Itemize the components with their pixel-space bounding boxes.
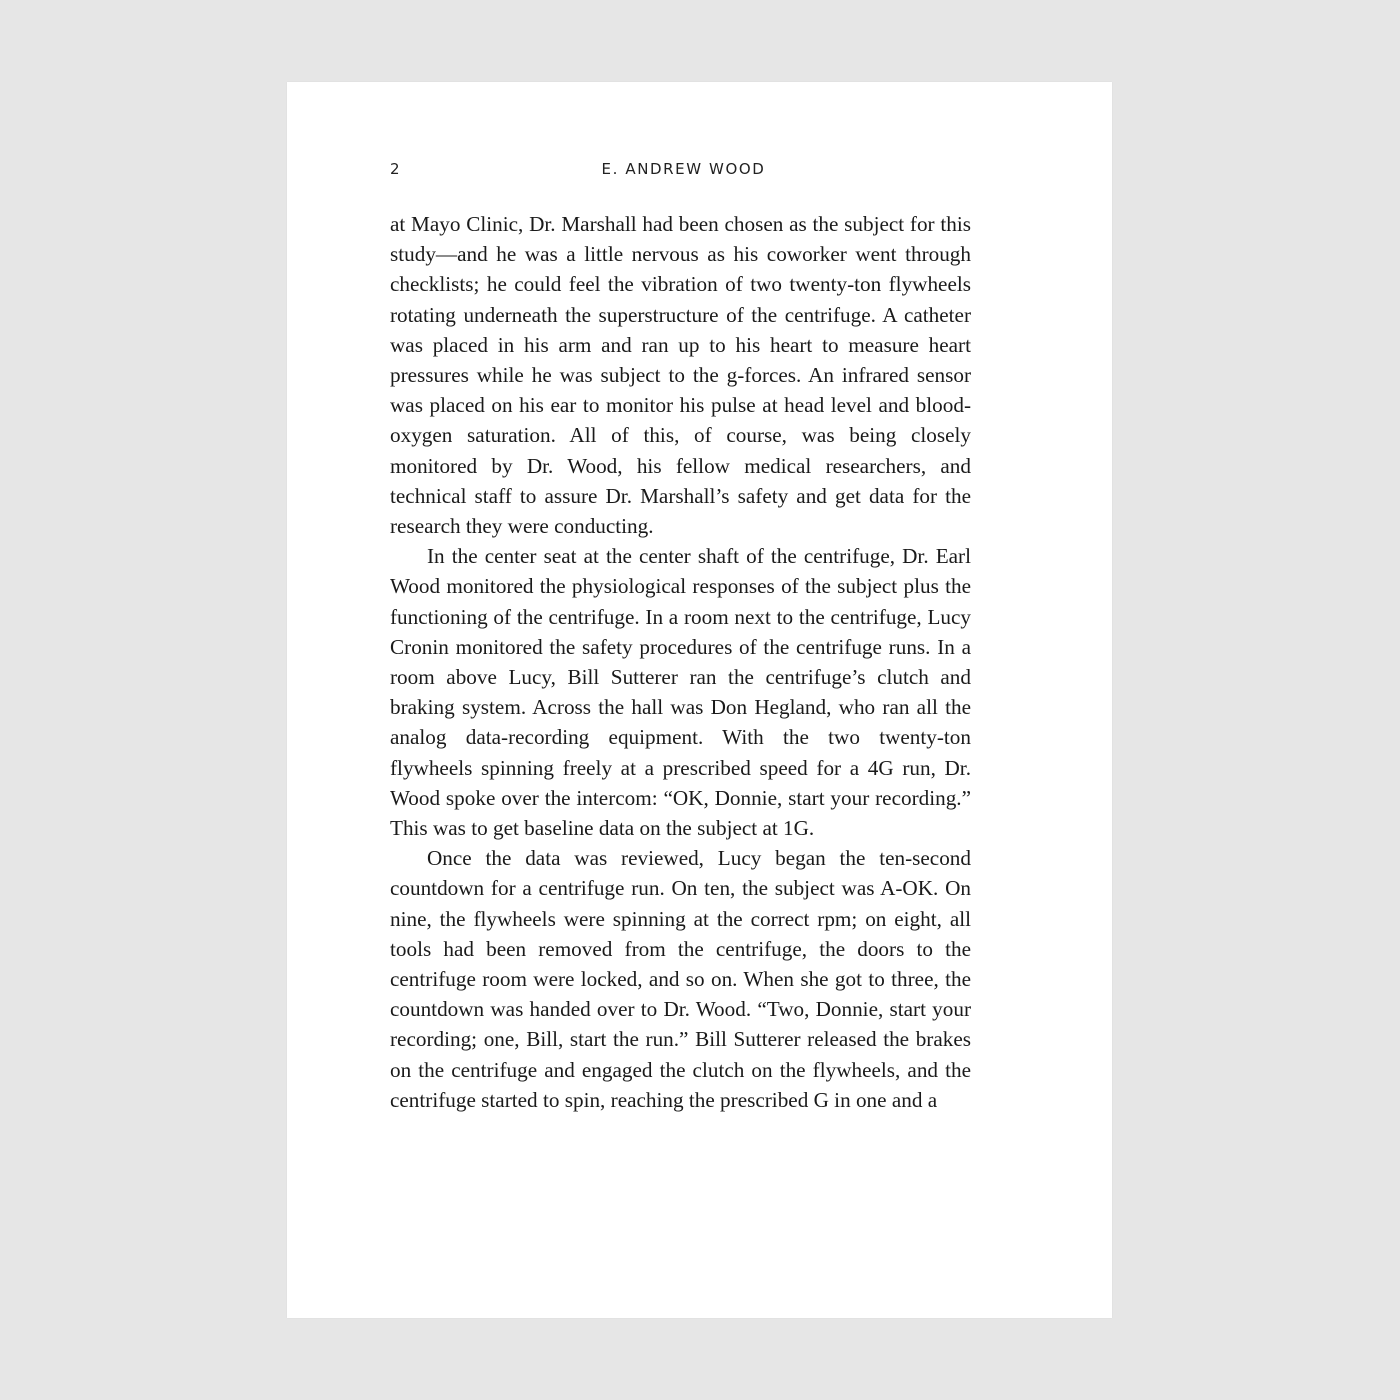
- paragraph: Once the data was reviewed, Lucy began the ten-second countdown for a centrifuge run. On ten, the subject was A-OK. On nine, the flywheels were spinning at the correct rpm; on eight, all tools had been removed from the centrifuge, the doors to the centrifuge room were locked, and so on. When she got to three, the countdown was handed over to Dr. Wood. “Two, Donnie, start your recording; one, Bill, start the run.” Bill Sutterer released the brakes on the centrifuge and engaged the clutch on the flywheels, and the centrifuge started to spin, reaching the prescribed G in one and a: [390, 846, 971, 1112]
- body-text: [390, 209, 971, 1115]
- book-page: [287, 82, 1112, 1318]
- paragraph: In the center seat at the center shaft of the centrifuge, Dr. Earl Wood monitored the physiological responses of the subject plus the functioning of the centrifuge. In a room next to the centrifuge, Lucy Cronin monitored the safety procedures of the centrifuge runs. In a room above Lucy, Bill Sutterer ran the centrifuge’s clutch and braking system. Across the hall was Don Hegland, who ran all the analog data-recording equipment. With the two twenty-ton flywheels spinning freely at a prescribed speed for a 4G run, Dr. Wood spoke over the intercom: “OK, Donnie, start your recording.” This was to get baseline data on the subject at 1G.: [390, 544, 971, 841]
- page-number: 2: [390, 160, 402, 178]
- paragraph: at Mayo Clinic, Dr. Marshall had been chosen as the subject for this study—and he was a little nervous as his coworker went through checklists; he could feel the vibration of two twenty-ton flywheels rotating underneath the superstructure of the centrifuge. A catheter was placed in his arm and ran up to his heart to measure heart pressures while he was subject to the g-forces. An infrared sensor was placed on his ear to monitor his pulse at head level and blood-oxygen saturation. All of this, of course, was being closely monitored by Dr. Wood, his fellow medical researchers, and technical staff to assure Dr. Marshall’s safety and get data for the research they were conducting.: [390, 212, 971, 539]
- running-head-author: E. ANDREW WOOD: [601, 160, 766, 178]
- running-head: [390, 160, 971, 180]
